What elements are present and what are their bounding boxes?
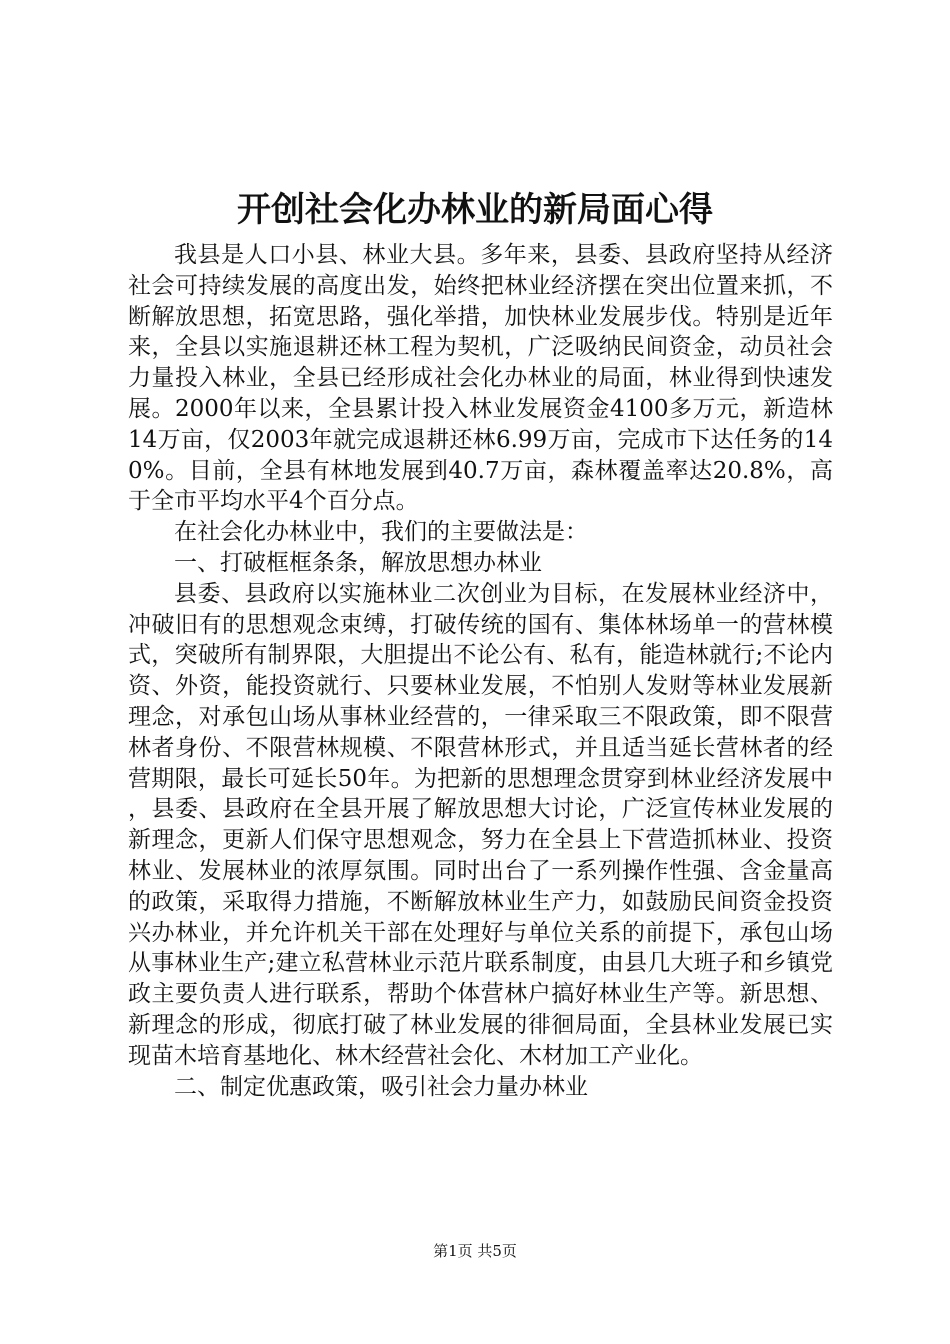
document-body	[128, 240, 833, 1102]
page-number-footer: 第1页 共5页	[433, 1242, 517, 1260]
body-paragraph: 在社会化办林业中，我们的主要做法是：	[174, 519, 588, 546]
document-title: 开创社会化办林业的新局面心得	[237, 190, 713, 230]
body-paragraph: 县委、县政府以实施林业二次创业为目标，在发展林业经济中，冲破旧有的思想观念束缚，打破传统的国有、集体林场单一的营林模式，突破所有制界限，大胆提出不论公有、私有，能造林就行;不论内资、外资，能投资就行、只要林业发展，不怕别人发财等林业发展新理念，对承包山场从事林业经营的，一律采取三不限政策，即不限营林者身份、不限营林规模、不限营林形式，并且适当延长营林者的经营期限，最长可延长50年。为把新的思想理念贯穿到林业经济发展中，县委、县政府在全县开展了解放思想大讨论，广泛宣传林业发展的新理念，更新人们保守思想观念，努力在全县上下营造抓林业、投资林业、发展林业的浓厚氛围。同时出台了一系列操作性强、含金量高的政策，采取得力措施，不断解放林业生产力，如鼓励民间资金投资兴办林业，并允许机关干部在处理好与单位关系的前提下，承包山场从事林业生产;建立私营林业示范片联系制度，由县几大班子和乡镇党政主要负责人进行联系，帮助个体营林户搞好林业生产等。新思想、新理念的形成，彻底打破了林业发展的徘徊局面，全县林业发展已实现苗木培育基地化、林木经营社会化、木材加工产业化。	[128, 580, 833, 1069]
section-heading: 二、制定优惠政策，吸引社会力量办林业	[174, 1073, 588, 1100]
section-heading: 一、打破框框条条，解放思想办林业	[174, 549, 542, 576]
body-paragraph: 我县是人口小县、林业大县。多年来，县委、县政府坚持从经济社会可持续发展的高度出发，始终把林业经济摆在突出位置来抓，不断解放思想，拓宽思路，强化举措，加快林业发展步伐。特别是近年来，全县以实施退耕还林工程为契机，广泛吸纳民间资金，动员社会力量投入林业，全县已经形成社会化办林业的局面，林业得到快速发展。2000年以来，全县累计投入林业发展资金4100多万元，新造林14万亩，仅2003年就完成退耕还林6.99万亩，完成市下达任务的140%。目前，全县有林地发展到40.7万亩，森林覆盖率达20.8%，高于全市平均水平4个百分点。	[128, 242, 833, 515]
